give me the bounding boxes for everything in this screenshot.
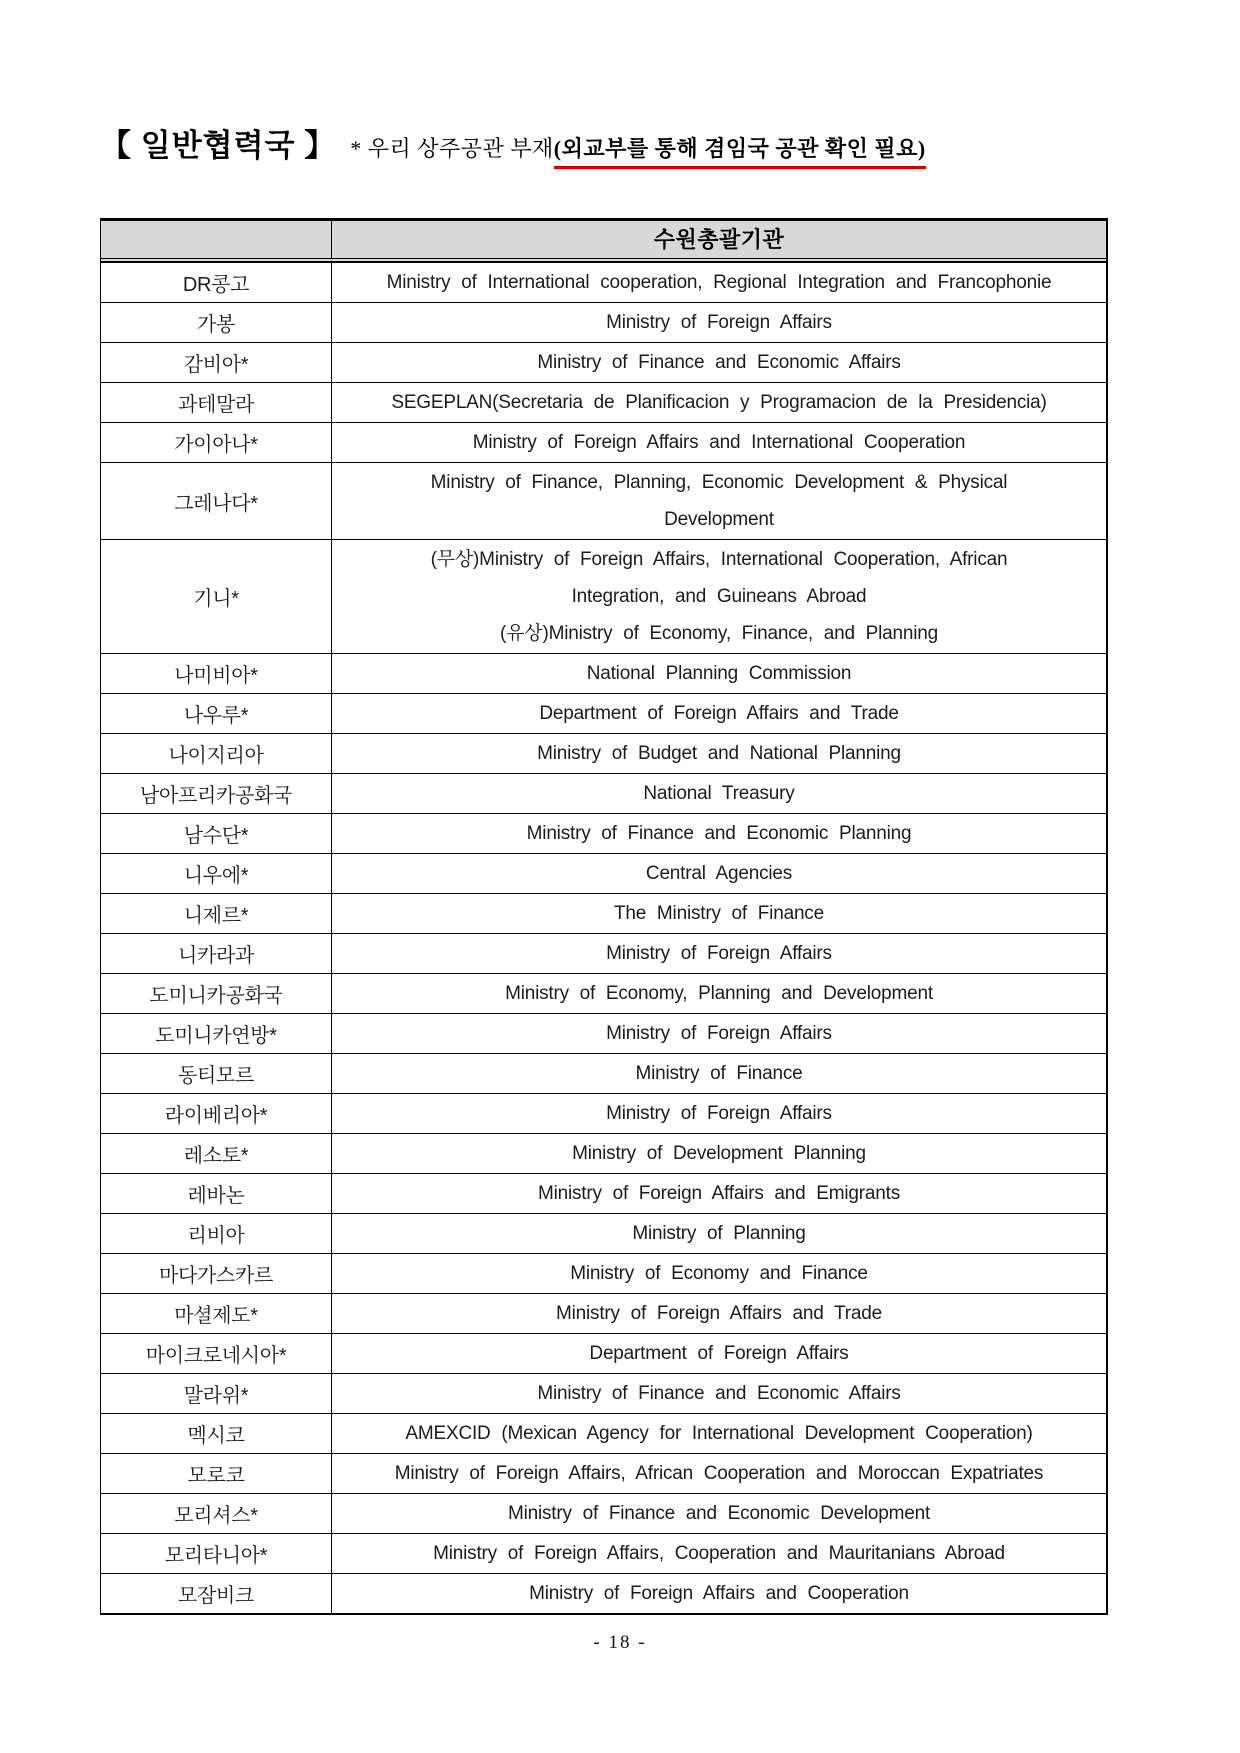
country-cell: 나이지리아 [101, 734, 332, 773]
country-cell: 레바논 [101, 1174, 332, 1213]
agency-line: Department of Foreign Affairs [589, 1343, 849, 1364]
table-row [101, 1093, 1106, 1133]
table-row [101, 1493, 1106, 1533]
agency-line: Development [664, 509, 774, 530]
aid-agency-table [100, 218, 1108, 1615]
agency-line: Ministry of Foreign Affairs and International Cooperation [472, 432, 966, 453]
table-row [101, 1253, 1106, 1293]
country-cell: 마다가스카르 [101, 1254, 332, 1293]
country-cell: 모잠비크 [101, 1574, 332, 1613]
agency-line: Integration, and Guineans Abroad [571, 586, 867, 607]
country-cell: 감비아* [101, 343, 332, 382]
agency-line: Ministry of Budget and National Planning [537, 743, 901, 764]
country-cell: 마이크로네시아* [101, 1334, 332, 1373]
page-title [100, 120, 1140, 169]
agency-line: Ministry of Finance and Economic Development [507, 1503, 931, 1524]
table-row [101, 733, 1106, 773]
table-row [101, 1133, 1106, 1173]
country-cell: 남수단* [101, 814, 332, 853]
agency-cell [332, 1254, 1106, 1293]
country-cell: 나미비아* [101, 654, 332, 693]
agency-line: National Treasury [643, 783, 795, 804]
country-cell: 남아프리카공화국 [101, 774, 332, 813]
agency-cell [332, 1414, 1106, 1453]
title-note-prefix: * 우리 상주공관 부재 [350, 136, 554, 161]
agency-line: Ministry of Foreign Affairs [606, 943, 832, 964]
agency-cell [332, 1494, 1106, 1533]
agency-line: Ministry of Economy and Finance [570, 1263, 868, 1284]
agency-cell [332, 1454, 1106, 1493]
agency-cell [332, 1214, 1106, 1253]
table-header-row [101, 221, 1106, 262]
country-cell: 동티모르 [101, 1054, 332, 1093]
table-row [101, 1453, 1106, 1493]
agency-cell [332, 263, 1106, 302]
agency-cell [332, 423, 1106, 462]
agency-line: (무상)Ministry of Foreign Affairs, International Cooperation, African [430, 549, 1008, 570]
agency-cell [332, 1574, 1106, 1613]
agency-cell [332, 1294, 1106, 1333]
agency-line: Ministry of Foreign Affairs and Trade [556, 1303, 882, 1324]
header-country-cell [101, 221, 332, 258]
agency-cell [332, 1054, 1106, 1093]
agency-cell [332, 814, 1106, 853]
table-row [101, 773, 1106, 813]
agency-line: Ministry of Development Planning [572, 1143, 866, 1164]
agency-cell [332, 934, 1106, 973]
country-cell: 그레나다* [101, 463, 332, 539]
agency-cell [332, 1134, 1106, 1173]
agency-cell [332, 1094, 1106, 1133]
agency-cell [332, 1014, 1106, 1053]
agency-cell [332, 383, 1106, 422]
country-cell: DR콩고 [101, 263, 332, 302]
table-row [101, 302, 1106, 342]
agency-line: Ministry of Finance, Planning, Economic Development & Physical [430, 472, 1008, 493]
agency-line: Ministry of Foreign Affairs [606, 1023, 832, 1044]
agency-line: Ministry of Foreign Affairs [606, 1103, 832, 1124]
agency-cell [332, 1334, 1106, 1373]
country-cell: 라이베리아* [101, 1094, 332, 1133]
agency-cell [332, 854, 1106, 893]
agency-cell [332, 894, 1106, 933]
agency-line: Central Agencies [645, 863, 793, 884]
table-row [101, 1533, 1106, 1573]
country-cell: 가이아나* [101, 423, 332, 462]
country-cell: 과테말라 [101, 383, 332, 422]
table-row [101, 1013, 1106, 1053]
country-cell: 기니* [101, 540, 332, 653]
country-cell: 멕시코 [101, 1414, 332, 1453]
table-row [101, 1373, 1106, 1413]
agency-cell [332, 303, 1106, 342]
table-row [101, 1293, 1106, 1333]
agency-line: Ministry of Economy, Planning and Development [505, 983, 933, 1004]
table-row [101, 462, 1106, 539]
agency-cell [332, 1374, 1106, 1413]
agency-line: National Planning Commission [586, 663, 852, 684]
country-cell: 마셜제도* [101, 1294, 332, 1333]
country-cell: 도미니카공화국 [101, 974, 332, 1013]
country-cell: 모리셔스* [101, 1494, 332, 1533]
header-agency-cell [332, 221, 1106, 258]
agency-line: Ministry of Planning [632, 1223, 806, 1244]
country-cell: 리비아 [101, 1214, 332, 1253]
country-cell: 가봉 [101, 303, 332, 342]
agency-line: AMEXCID (Mexican Agency for International Development Cooperation) [405, 1423, 1033, 1444]
agency-cell [332, 654, 1106, 693]
agency-cell [332, 774, 1106, 813]
agency-line: Ministry of Foreign Affairs, Cooperation and Mauritanians Abroad [433, 1543, 1005, 1564]
agency-cell [332, 734, 1106, 773]
header-agency-label: 수원총괄기관 [653, 227, 785, 252]
table-row [101, 653, 1106, 693]
agency-line: SEGEPLAN(Secretaria de Planificacion y Programacion de la Presidencia) [391, 392, 1047, 413]
agency-line: Ministry of Finance [635, 1063, 803, 1084]
agency-line: Ministry of Foreign Affairs [606, 312, 832, 333]
agency-cell [332, 1174, 1106, 1213]
country-cell: 나우루* [101, 694, 332, 733]
agency-cell [332, 1534, 1106, 1573]
table-row [101, 1573, 1106, 1613]
table-row [101, 342, 1106, 382]
table-row [101, 422, 1106, 462]
table-row [101, 933, 1106, 973]
country-cell: 레소토* [101, 1134, 332, 1173]
table-row [101, 262, 1106, 302]
table-row [101, 1333, 1106, 1373]
agency-cell [332, 343, 1106, 382]
country-cell: 니우에* [101, 854, 332, 893]
agency-line: (유상)Ministry of Economy, Finance, and Planning [500, 623, 938, 644]
agency-line: The Ministry of Finance [614, 903, 824, 924]
agency-cell [332, 974, 1106, 1013]
table-row [101, 382, 1106, 422]
country-cell: 도미니카연방* [101, 1014, 332, 1053]
table-row [101, 813, 1106, 853]
table-row [101, 1173, 1106, 1213]
country-cell: 니제르* [101, 894, 332, 933]
agency-line: Ministry of Finance and Economic Planning [526, 823, 912, 844]
country-cell: 모로코 [101, 1454, 332, 1493]
table-row [101, 539, 1106, 653]
table-row [101, 1213, 1106, 1253]
page-number: - 18 - [593, 1632, 647, 1653]
table-row [101, 1413, 1106, 1453]
title-heading: 【 일반협력국 】 [100, 128, 337, 163]
agency-line: Ministry of Finance and Economic Affairs [537, 352, 901, 373]
agency-line: Ministry of Finance and Economic Affairs [537, 1383, 901, 1404]
table-row [101, 693, 1106, 733]
agency-cell [332, 540, 1106, 653]
agency-line: Department of Foreign Affairs and Trade [539, 703, 899, 724]
table-row [101, 853, 1106, 893]
agency-line: Ministry of International cooperation, Regional Integration and Francophonie [386, 272, 1052, 293]
agency-line: Ministry of Foreign Affairs and Cooperation [529, 1583, 909, 1604]
table-row [101, 893, 1106, 933]
agency-cell [332, 463, 1106, 539]
country-cell: 니카라과 [101, 934, 332, 973]
country-cell: 말라위* [101, 1374, 332, 1413]
country-cell: 모리타니아* [101, 1534, 332, 1573]
table-row [101, 1053, 1106, 1093]
agency-cell [332, 694, 1106, 733]
agency-line: Ministry of Foreign Affairs and Emigrants [537, 1183, 901, 1204]
title-note-underlined: (외교부를 통해 겸임국 공관 확인 필요) [554, 132, 926, 169]
agency-line: Ministry of Foreign Affairs, African Cooperation and Moroccan Expatriates [394, 1463, 1044, 1484]
table-row [101, 973, 1106, 1013]
